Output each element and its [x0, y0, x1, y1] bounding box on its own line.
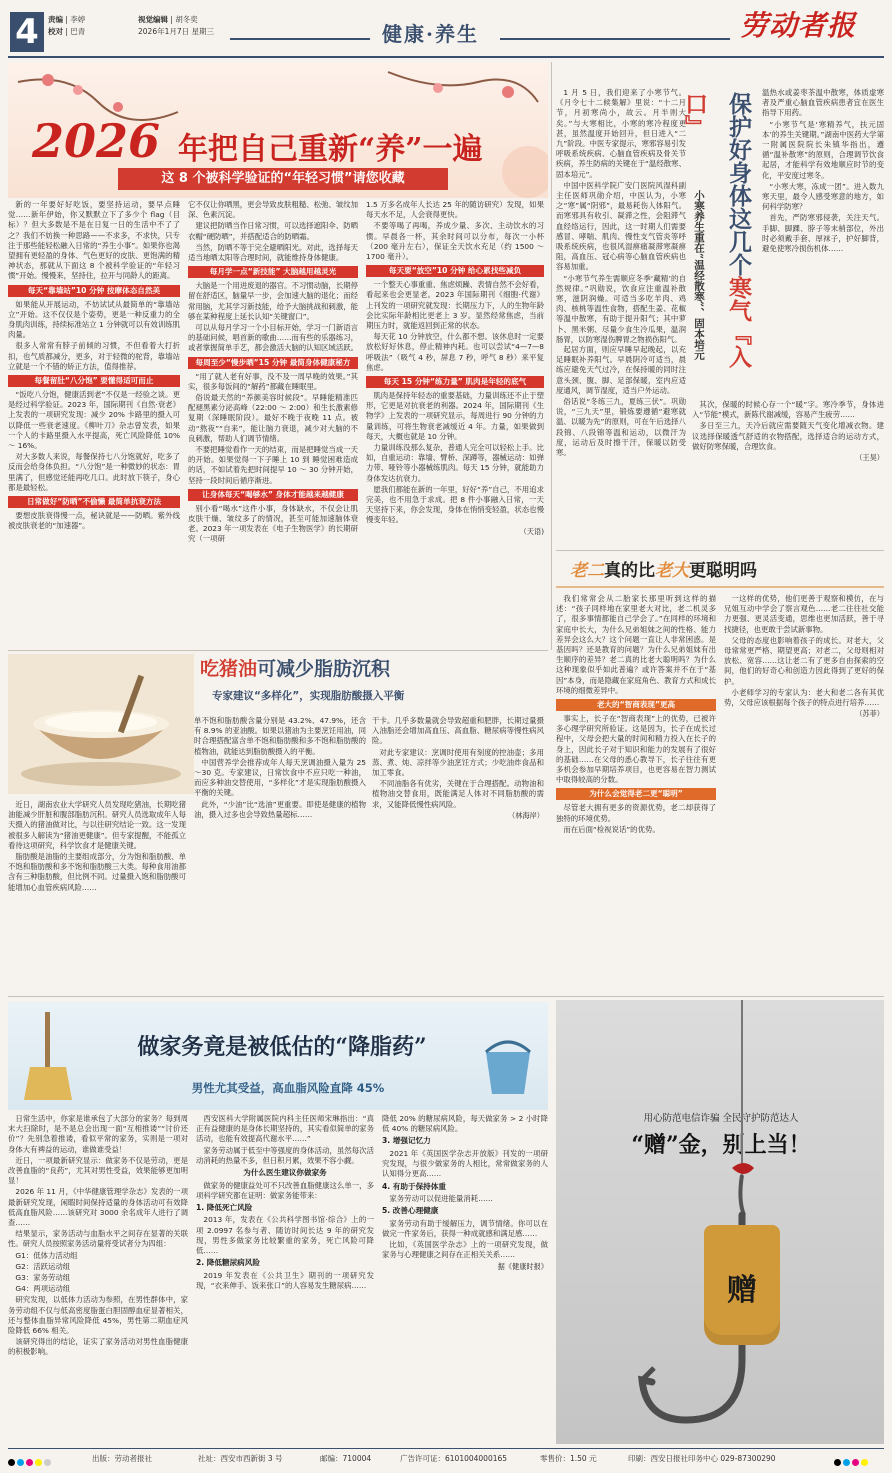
oil-column-2	[194, 716, 366, 990]
lead-byline: （天语)	[519, 526, 544, 536]
lead-paragraph: 可以从每月学习一个小目标开始，学习一门新语言的基础问候，唱首新的歌曲……而有些的乐器练习，或者掌握简单手艺，都会激活大脑的认知区域活跃。	[188, 323, 358, 353]
lead-paragraph: 大脑是一个用进废退的器官。不习惯动脑，长期停留在舒适区，脑量早一步，会加速大脑的退化；而经常用脑，尤其学习新技能，给予大脑挑战和刺激，能够在某种程度上延长认知“关键窗口”。	[188, 281, 358, 321]
lead-subhead-5: 每周至少“慢步晒”15 分钟 最简身体健康秘方	[188, 357, 358, 369]
elder-paragraph: 父母的态度也影响着孩子的成长。对老大，父母常常更严格、期望更高；对老二，父母则相对放松、宽容……这让老二有了更多自由探索的空间，他们的好奇心和创造力因此得到了更好的保护。	[724, 635, 884, 686]
oil-paragraph: 对此专家建议：烹调时使用有刻度的控油壶；多用蒸、煮、炖、凉拌等少油烹饪方式；少吃油炸食品和加工零食。	[372, 747, 544, 778]
lead-paragraph: 愿我们都能在新的一年里，好好“养”自己，不用追求完美，也不用急于求成。把 8 件小事融入日常，一天天坚持下来，你会发现，身体在悄悄变轻盈，状态也慢慢变年轻。	[366, 484, 544, 525]
red-envelope-icon	[704, 1225, 780, 1345]
lead-paragraph: 如果能从开展运动，不妨试试从最简单的“靠墙站立”开始。这不仅仅是个姿势，更是一种反重力的全身肌肉训练，持续标准站立 1 分钟就可以有效训练肌肉量。	[8, 299, 180, 340]
housework-group: G3：家务劳动组	[15, 1273, 71, 1283]
winter-paragraph: 中国中医科学院广安门医院风湿科副主任医师巩勋介绍，中医认为，小寒之“寒”属“阴邪”，最易耗伤人体阳气。而寒邪具有收引、凝滞之性，会阻滞气血经络运行，因此，这一时期人们需要感冒、哮喘、肌肉、慢性支气管炎等呼吸系统疾病，也很风湿痹痛凝滞寒凝痹阻，高血压、冠心病等心脑血管疾病也容易加重。	[556, 180, 686, 272]
winter-side-note: 小寒养生重在“温经散寒”、固本培元	[693, 190, 705, 360]
masthead-logo: 劳动者报	[740, 9, 857, 42]
lard-bowl-icon	[8, 654, 194, 794]
elder-column-2	[724, 594, 884, 974]
section-rule-left	[230, 38, 370, 40]
housework-paragraph: 结果显示，家务活动与血脂水平之间存在显著的关联性。研究人员按照家务活动量将受试者分为四组：	[8, 1229, 188, 1249]
elder-paragraph: 一这样的优势，他们更善于观察和模仿，在与兄姐互动中学会了察言观色……老二往往社交能力更强、更灵活变通，思维也更加活跃，善于寻找捷径，也更敢于尝试新事物。	[724, 594, 884, 634]
lead-paragraph: 不要等喝了再喝，养成少量、多次、主动饮水的习惯。早晨各一杯，其余时间可以分布，每次一小杯（200 毫升左右），保证全天饮水充足（约 1500 ～ 1700 毫升）。	[366, 221, 544, 262]
housework-group: G1：低体力活动组	[15, 1250, 78, 1260]
winter-paragraph: 温热水或姜枣茶温中散寒，体质虚寒者及严重心脑血管疾病患者宜在医生指导下用药。	[762, 88, 884, 118]
lead-paragraph: 当然，防晒不等于完全避晒阳光。对此，选择每天适当地晒太阳等合理时间，就能维持身体健康。	[188, 242, 358, 263]
lead-paragraph: 1.5 万多名成年人长达 25 年的随访研究）发现，如果每天水不足，人会衰得更快。	[366, 200, 544, 220]
lead-subhead-1: 每天“靠墙站”10 分钟 按摩体态自然美	[8, 285, 180, 297]
oil-subtitle: 专家建议“多样化”，实现脂肪酸摄入平衡	[212, 690, 405, 702]
lead-paragraph: “用了就人老有好事，没不及一周早晚的效果。”其实，很多每饭间的“解药”都藏在睡眠里。	[188, 371, 358, 391]
lead-subhead-3: 日常做好“防晒”不偷懒 最简单抗衰方法	[8, 496, 180, 508]
housework-title-box	[8, 1002, 548, 1110]
lead-paragraph: “饭吃八分饱，健康活到老”不仅是一经验之谈。更是经过科学验证。2023 年，国际期刊《自然·衰老》上发表的一项研究发现：减少 20% 卡路里的摄入可以降低一些衰老速度。《柳叶刀》杂志曾发表，如果一个人的卡路里摄入水平提高，死亡风险降低 10% ～ 16%。	[8, 390, 180, 451]
housework-column-2	[196, 1114, 374, 1444]
footer-printer: 印刷：西安日报社印务中心 029-87300290	[628, 1454, 776, 1463]
housework-subtitle: 男性尤其受益，高血脂风险直降 45%	[191, 1081, 385, 1095]
lead-subtitle-box	[118, 168, 448, 190]
oil-paragraph: 脂肪酸是油脂的主要组成部分，分为饱和脂肪酸、单不饱和脂肪酸和多不饱和脂肪酸三大类。每种食用油都含有三种脂肪酸，但比例不同。过量摄入饱和脂肪酸可能增加心血管疾病风险……	[8, 852, 186, 892]
lead-title: 年把自己重新“养”一遍	[178, 132, 483, 167]
color-registration-marks	[8, 1455, 68, 1463]
elder-paragraph: 尽管老大拥有更多的资源优势，老二却获得了独特的环境优势。	[556, 803, 716, 823]
lead-paragraph: 建议把防晒当作日常习惯，可以选择遮阳伞、防晒衣帽“硬防晒”，并搭配适合的防晒霜。	[188, 221, 358, 241]
housework-column-1	[8, 1114, 188, 1444]
housework-column-3	[382, 1114, 548, 1444]
oil-title-pre: 吃猪油	[200, 658, 258, 680]
lead-paragraph: 新的一年要好好吃饭，要坚持运动，要早点睡觉……新年伊始，你又默默立下了多少个 flag（目标）？但大多数是不是在日复一日的生活中不了了之？我们不妨换一种思路——不求多，不求快，只专注于那些能轻松融入日常的“养生小事”。如果你也渴望拥有更轻盈的身体、气色更好的皮肤、更饱满的精神状态，那就从下面这 8 个被科学验证的“年轻习惯”开始。慢慢来，坚持住，拉开与同龄人的距离。	[8, 200, 180, 281]
design-label: 视觉编辑	[138, 15, 168, 24]
housework-paragraph: 比如，《英国医学杂志》上的一项研究发现，做家务与心理健康之间存在正相关关系……	[382, 1240, 548, 1260]
elder-byline: （苏菲）	[855, 709, 884, 719]
winter-column-3	[692, 400, 884, 548]
lead-paragraph: 不要把睡觉看作一天的结束，而是把睡觉当成一天的开始。如果觉得一下子睡上 10 到 睡觉困难造成的话，不如试着先把时间提早 10 ～ 30 分钟开始，坚持一段时间后循序渐进。	[188, 445, 358, 485]
winter-paragraph: “小寒节气是‘寒精养气，扶元固本’的养生关键期。”湖南中医药大学第一附属医院院长朱镇华指出，遵循“温补散寒”的原则，合理调节饮食起居，才能科学有效地顺应时节的变化，平安度过寒冬。	[762, 119, 884, 180]
elder-title-old: 老大	[655, 561, 689, 581]
housework-paragraph: 日常生活中，你家是谁承包了大部分的家务？每到周末大扫除时，是不是总会出现一面“互相推诿”“讨价还价”？先别急着推诿，看似平常的家务，实则是一项对身体大有裨益的运动，谁做谁受益！	[8, 1114, 188, 1154]
proof-name: 巴青	[70, 27, 86, 36]
red-envelope-text: 赠	[727, 1273, 757, 1308]
elder-paragraph: 小老师学习的专家认为：老大和老二各有其优势，父母应该根据每个孩子的特点进行培养……	[724, 687, 884, 708]
oil-paragraph: 中国营养学会推荐成年人每天烹调油摄入量为 25～30 克。专家建议，日常饮食中不应只吃一种油，而应多种油交替使用，“多样化”才是实现脂肪酸摄入平衡的关键。	[194, 757, 366, 798]
housework-paragraph: 研究发现，以低体力活动为参照，在男性群体中，家务劳动组不仅与低高密度脂蛋白胆固醇血症显著相关，还与整体血脂异常风险降低 45%，男性第二期血症风险降低 66% 相关。	[8, 1295, 188, 1336]
broom-icon	[18, 1012, 78, 1102]
housework-title: 做家务竟是被低估的“降脂药”	[137, 1034, 427, 1060]
elder-paragraph: 我们常常会从二胎家长那里听到这样的描述：“孩子同样地在家里老大对比，老二机灵多了，很多事情都能自己学会了。”在同样的环境和家庭中长大，为什么兄弟姐妹之间的性格、能力差异会这么大？这个问题一直让人非常困惑。是基因吗？还是教育的问题？为什么兄弟姐妹有出生顺序的差异？老二真的比老大聪明吗？为什么这种现象似乎如此普遍？或许答案并不在于“基因”本身，而是隐藏在家庭角色、教育方式和成长环境的细微差异中。	[556, 594, 716, 695]
lead-subtitle: 这 8 个被科学验证的“年轻习惯”请您收藏	[161, 171, 405, 186]
section-rule	[8, 996, 884, 997]
oil-column-1	[8, 800, 186, 990]
elder-title-pre: 老二	[570, 561, 604, 581]
winter-paragraph: “小寒大寒，冻成一团”。进入数九寒天里，最令人感受寒意的地方，如何科学防寒？	[762, 181, 884, 212]
winter-title-highlight: 寒气『入口』	[681, 92, 752, 368]
oil-byline: （林海岸）	[508, 810, 544, 820]
lead-paragraph: 很多人常常有脖子前倾的习惯，不但看着大打折扣，也气质都减分，更多，对于轻微的驼背，靠墙站立就是一个不错的矫正方法，值得推荐。	[8, 341, 180, 371]
lead-column-1	[8, 200, 180, 640]
lead-banner	[8, 62, 548, 198]
footer-price: 零售价：1.50 元	[540, 1454, 597, 1463]
oil-illustration	[8, 654, 194, 794]
elder-column-1	[556, 594, 716, 974]
elder-title	[570, 558, 880, 584]
elder-paragraph: 事实上，长子在“智商表现”上的优势，已被许多心理学研究所验证。这是因为，长子在成长过程中，父母会把大量的时间和精力投入在长子的身上，因此长子对于知识和能力的发展有了很好的基础……在父母的悉心教导下，长子往往有更多机会参加早期培养项目，也更容易在智力测试中取得较高的分数。	[556, 714, 716, 785]
column-divider	[551, 62, 552, 650]
lead-paragraph: 俗说最天然的“养颜美容时候段”。早睡能精准匹配褪黑素分泌高峰（22:00 ～ 2:00）和生长激素修复期（深睡眠阶段）。最好不晚于夜晚 11 点。被动“熬夜”“自来”，能让脑力衰退，减少对大脑的不良刺激，帮助人们调节情绪。	[188, 393, 358, 443]
oil-paragraph: 单不饱和脂肪酸含量分别是 43.2%、47.9%，还含有 8.9% 的亚油酸。如果以猪油为主要烹饪用油，同时合理搭配富含单不饱和脂肪酸和多不饱和脂肪酸的植物油，就能达到脂肪酸摄入的平衡。	[194, 716, 366, 756]
footer-address: 社址：西安市西新街 3 号	[198, 1454, 283, 1463]
editor-label: 责编	[48, 15, 63, 24]
header-rule	[8, 56, 884, 58]
housework-paragraph: 该研究得出的结论，证实了家务活动对男性血脂健康的积极影响。	[8, 1337, 188, 1357]
footer-rule	[8, 1448, 884, 1449]
housework-paragraph: 家务劳动属于低至中等强度的身体活动，虽然每次活动消耗的热量不多，但日积月累，效果不容小觑。	[196, 1145, 374, 1165]
footer	[8, 1450, 884, 1468]
housework-subhead: 为什么医生建议你做家务	[243, 1168, 327, 1178]
housework-point: 3. 增强记忆力	[382, 1136, 431, 1146]
section-rule-right	[500, 38, 730, 40]
winter-paragraph: 首先，严防寒邪侵袭，关注天气。手脚、脚踝、脖子等末梢部位，外出时必须戴手套、厚袜子，护好脚背，避免使寒冷损伤机体……	[762, 213, 884, 254]
winter-paragraph: 1 月 5 日，我们迎来了小寒节气。《月令七十二候集解》里说：“十二月节，月初寒尚小，故云。月半则大矣。”与大寒相比，小寒的寒冷程度更甚，虽然温度开始回升，但日进入“二九”阶段。中医专家提示，寒邪容易引发呼吸系统疾病、心脑血管疾病及骨关节疾病，养生防病的关键在于“温经散寒、固本培元”。	[556, 88, 686, 179]
page-header: 4 责编 | 李婷 校对 | 巴青 视觉编辑 | 胡冬奕 2026年1月7日 星期三 健康·养生 劳动者报	[0, 0, 892, 58]
oil-paragraph: 此外，“少油”比“选油”更重要。即使是健康的植物油，摄入过多也会导致热量超标……	[194, 799, 366, 819]
oil-title	[200, 654, 540, 684]
housework-paragraph: 2021 年《英国医学杂志开放版》刊发的一项研究发现，与很少做家务的人相比，常常做家务的人认知得分更高……	[382, 1148, 548, 1179]
housework-point: 1. 降低死亡风险	[196, 1202, 253, 1212]
housework-point: 2. 降低糖尿病风险	[196, 1258, 260, 1268]
lead-paragraph: 别小看“喝水”这件小事，身体缺水，不仅会让肌皮肤干燥、皱纹多了的情况，甚至可能加速脑体衰老。2023 年一项发表在《电子生物医学》的长期研究（一项研	[188, 503, 358, 544]
proof-label: 校对	[48, 27, 63, 36]
winter-byline: （王昊）	[855, 453, 884, 463]
ad-slogan: “赠”金，别上当！	[631, 1132, 811, 1158]
winter-title-main: 保护好身体这几个	[725, 92, 752, 276]
section-rule	[8, 650, 548, 651]
winter-paragraph: 起居方面，则应早睡早起晚起，以充足睡眠补养阳气。早晨阴冷可适当，晨练应避免天气过冷，在保持暖的同时注意头颈、腹、脚、足部保暖，室内应适度通风，调节湿度，适当户外运动。	[556, 345, 686, 395]
lead-subhead-2: 每餐留肚“八分饱” 要懂得适可而止	[8, 375, 180, 387]
oil-title-post: 可减少脂肪沉积	[257, 658, 391, 680]
elder-title-mid: 真的比	[604, 561, 655, 581]
elder-subhead-1: 老大的“智商表现”更高	[556, 699, 716, 711]
winter-paragraph: 其次，保暖的时候心存一个“暖”字。寒冷季节，身体进入“节能”模式，新陈代谢减缓，容易产生疲劳……	[692, 400, 884, 420]
housework-point: 4. 有助于保持体重	[382, 1181, 446, 1191]
lead-subhead-7: 每天要“放空”10 分钟 给心累找些减负	[366, 265, 544, 277]
lead-subhead-8: 每天 15 分钟“练力量” 肌肉是年轻的底气	[366, 376, 544, 388]
ad-line1: 用心防范电信诈骗 全民守护防范达人	[643, 1113, 799, 1124]
oil-paragraph: 近日，湖南农业大学研究人员发现吃猪油，长期吃猪油能减少肝脏和腹部脂肪沉积。研究人员选取成年人每天摄入的猪油做对比，与以往研究结论一致。这一发现被很多人解读为“猪油更健康”。但专家提醒，不能孤立看待这项研究，科学饮食才是健康关键。	[8, 800, 186, 850]
housework-paragraph: 2026 年 11 月，《中华健康管理学杂志》发表的一项最新研究发现，闲暇时间保持适量的身体活动可有效降低高血脂风险……该研究对 3000 余名成年人进行了调查……	[8, 1187, 188, 1228]
winter-column-1b	[556, 345, 686, 545]
housework-group: G4：两项运动组	[15, 1284, 71, 1294]
housework-point: 5. 改善心理健康	[382, 1206, 439, 1216]
lead-column-2	[188, 200, 358, 640]
lead-paragraph: 一个整天心事重重、焦虑烦躁、表情自然不会好看，看起来也会更显老。2023 年国际期刊《细胞·代谢》上刊发的一项研究就发现：长期压力下，人的生物年龄会比实际年龄相比更老上 3 岁。显然经常焦虑，当前期压力时，就能返回到正常的状态。	[366, 280, 544, 331]
housework-paragraph: 家务劳动可以促进能量消耗……	[389, 1194, 493, 1204]
lead-paragraph: 对大多数人来说，每餐保持七八分饱就好，吃多了反而会给身体负担。“八分饱”是一种微妙的状态：胃里满了，但感觉还能再吃几口。此时放下筷子，身心都是最轻松。	[8, 452, 180, 492]
lead-paragraph: 力量训练没那么复杂，普通人完全可以轻松上手。比如，自重运动：靠墙、臂桥、深蹲等，器械运动：如弹力带、哑铃等小器械练肌肉。每天 15 分钟，就能助力身体发达抗衰力。	[366, 443, 544, 483]
lead-column-3	[366, 200, 544, 640]
housework-paragraph: 家务劳动有助于缓解压力，调节情绪。你可以在做完一件家务后，获得一种成就感和满足感……	[382, 1218, 548, 1238]
elder-paragraph: 而在后面“检视说话”的优势。	[563, 824, 660, 834]
fishing-hook-icon	[556, 1000, 884, 1444]
housework-group: G2：活跃运动组	[15, 1261, 71, 1271]
lead-year: 2026	[32, 114, 161, 168]
issue-date: 2026年1月7日 星期三	[138, 27, 215, 36]
elder-title-underline	[556, 586, 884, 588]
housework-paragraph: 降低 20% 的糖尿病风险，每天做家务 > 2 小时降低 40% 的糖尿病风险。	[382, 1114, 548, 1134]
design-name: 胡冬奕	[175, 15, 198, 24]
winter-paragraph: 俗话说“冬练三九，夏练三伏”。巩勋说，“三九天”里，锻炼要遵循“避寒就温、以暖为先”的原则，可在午后选择八段锦、八段锦等温和运动，以微汗为度，运动后及时擦干汗，保暖以防受寒。	[556, 397, 686, 458]
housework-paragraph: 2019 年发表在《公共卫生》期刊的一项研究发现，“衣来伸手、饭来张口”的人容易发生糖尿病……	[196, 1270, 374, 1290]
footer-postcode: 邮编：710004	[320, 1454, 372, 1463]
lead-paragraph: 它不仅让你晒黑，更会导致皮肤粗糙、松弛、皱纹加深、色素沉淀。	[188, 200, 358, 220]
footer-license: 广告许可证：6101004000165	[400, 1454, 508, 1463]
housework-paragraph: 西安医科大学附属医院内科主任医师宋琳指出：“真正有益健康的是身体长期坚持的，其实看似简单的家务活动，也能有效提高代谢水平……”	[196, 1114, 374, 1144]
oil-paragraph: 干卡。几乎多数量就会导致超重和肥胖，长期过量摄入油脂还会增加高血压、高血脂、糖尿病等慢性病风险。	[372, 716, 544, 746]
housework-paragraph: 近日，一项最新研究显示：做家务不仅是劳动，更是改善血脂的“良药”，尤其对男性受益，效果能够更加明显！	[8, 1155, 188, 1186]
housework-paragraph: 做家务的健康益处可不只改善血脂健康这么单一，多项科学研究都在证明：做家务能带来：	[196, 1180, 374, 1200]
color-registration-marks-right	[834, 1455, 884, 1463]
lead-subhead-6: 让身体每天“喝够水” 身体才能越来越健康	[188, 489, 358, 501]
housework-byline: 据《健康时报》	[497, 1261, 548, 1271]
winter-paragraph: “小寒节气养生需顺应冬季‘藏精’的自然规律。”巩勋说，饮食应注重温补散寒，滋阴润燥。可适当多吃羊肉、鸡肉、核桃等温性食物，搭配生姜、花椒等温中散寒，有助于提升阳气；其中萝卜、黑米粥、尽量少食生冷瓜果，温润肠胃，以防寒湿伤脾胃之物损伤阳气。	[556, 273, 686, 344]
section-title: 健康·养生	[382, 22, 479, 46]
section-rule	[556, 550, 884, 551]
page-number: 4	[10, 12, 44, 52]
housework-paragraph: 2013 年，发表在《公共科学图书馆·综合》上的一项 2.0997 名参与者、随访时间长达 9 年的研究发现，男性多做家务比较繁重的家务，死亡风险可降低……	[196, 1215, 374, 1256]
editor-name: 李婷	[70, 15, 86, 24]
footer-publisher: 出版：劳动者报社	[92, 1454, 152, 1463]
lead-paragraph: 要想皮肤衰得慢一点，秘诀就是——防晒。紫外线被皮肤衰老的“加速器”。	[8, 511, 180, 531]
elder-subhead-2: 为什么会觉得老二更“聪明”	[556, 788, 716, 800]
anti-fraud-ad	[556, 1000, 884, 1444]
lead-paragraph: 每天花 10 分钟放空，什么都不想。该休息时一定要放松好好休息，停止精神内耗。也可以尝试“4—7—8 呼吸法”（吸气 4 秒，屏息 7 秒，呼气 8 秒）来平复焦虑。	[366, 332, 544, 372]
oil-paragraph: 不同油脂各有优劣，关键在于合理搭配。动物油和植物油交替食用，既能满足人体对不同脂肪酸的需求，又能降低慢性病风险。	[372, 779, 544, 809]
elder-title-post: 更聪明吗	[689, 561, 757, 581]
winter-paragraph: 多日至三九，天冷后就应需要随天气变化增减衣物。建议选择保暖透气舒适的衣物搭配，选择适合的运动方式，做好防寒保暖，合理饮食。	[692, 421, 884, 451]
winter-column-2	[762, 88, 884, 398]
oil-column-3	[372, 716, 544, 990]
lead-subhead-4: 每月学一点“新技能” 大脑越用越灵光	[188, 266, 358, 278]
lead-paragraph: 肌肉是保持年轻态的重要基础，力量训练还不止于塑形，它更是对抗衰老的利器。2024 年，国际期刊《生物学》上发表的一项研究显示，每周进行 90 分钟的力量训练，可将生物衰老减缓近 4 年。力量，如果做到每天，大概也就是 10 分钟。	[366, 391, 544, 441]
